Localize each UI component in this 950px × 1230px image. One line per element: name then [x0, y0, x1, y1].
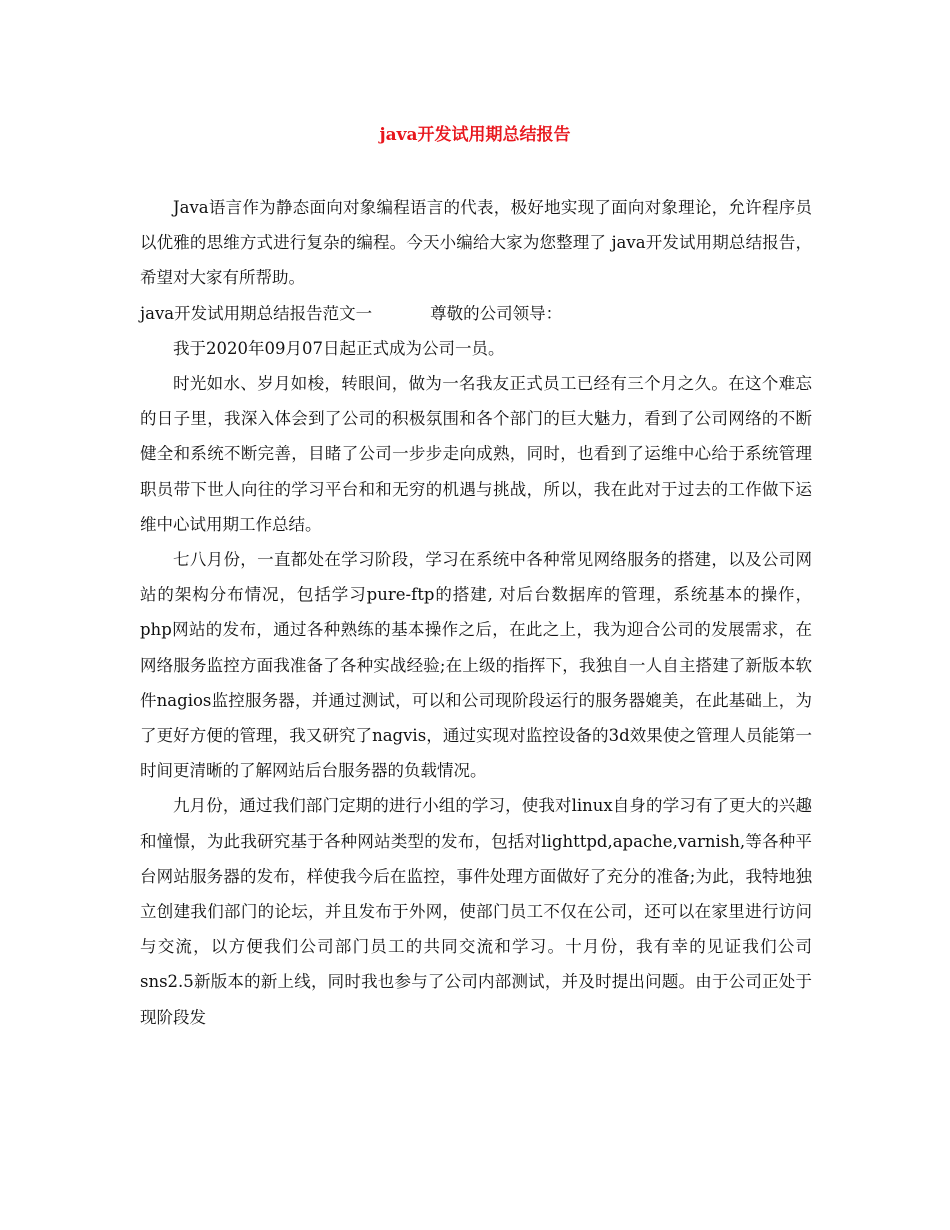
document-body	[140, 190, 812, 1035]
sample-heading-line	[140, 296, 812, 331]
jul-aug-paragraph: 七八月份，一直都处在学习阶段，学习在系统中各种常见网络服务的搭建，以及公司网站的架构分布情况，包括学习pure-ftp的搭建, 对后台数据库的管理，系统基本的操作， php网站的发布，通过各种熟练的基本操作之后，在此之上，我为迎合公司的发展需求，在网络服务监控方面我准备了各种实战经验;在上级的指挥下，我独自一人自主搭建了新版本软件nagios监控服务器，并通过测试，可以和公司现阶段运行的服务器媲美，在此基础上，为了更好方便的管理，我又研究了nagvis，通过实现对监控设备的3d效果使之管理人员能第一时间更清晰的了解网站后台服务器的负载情况。	[140, 550, 812, 781]
document-title: java开发试用期总结报告	[379, 125, 571, 145]
sep-oct-paragraph: 九月份，通过我们部门定期的进行小组的学习，使我对linux自身的学习有了更大的兴趣和憧憬，为此我研究基于各种网站类型的发布，包括对lighttpd,apache,varnish,等各种平台网站服务器的发布，样使我今后在监控，事件处理方面做好了充分的准备;为此，我特地独立创建我们部门的论坛，并且发布于外网，使部门员工不仅在公司，还可以在家里进行访问与交流，以方便我们公司部门员工的共同交流和学习。十月份，我有幸的见证我们公司sns2.5新版本的新上线，同时我也参与了公司内部测试，并及时提出问题。由于公司正处于现阶段发	[140, 796, 812, 1027]
salutation: 尊敬的公司领导：	[430, 303, 563, 323]
start-date-paragraph: 我于2020年09月07日起正式成为公司一员。	[173, 338, 505, 358]
intro-paragraph: Java语言作为静态面向对象编程语言的代表，极好地实现了面向对象理论，允许程序员以优雅的思维方式进行复杂的编程。今天小编给大家为您整理了 java开发试用期总结报告，希望对大家有所帮助。	[140, 198, 812, 288]
sample-heading-label: java开发试用期总结报告范文一	[140, 303, 373, 323]
reflection-paragraph: 时光如水、岁月如梭，转眼间，做为一名我友正式员工已经有三个月之久。在这个难忘的日子里，我深入体会到了公司的积极氛围和各个部门的巨大魅力，看到了公司网络的不断健全和系统不断完善，目睹了公司一步步走向成熟，同时，也看到了运维中心给于系统管理职员带下世人向往的学习平台和和无穷的机遇与挑战，所以，我在此对于过去的工作做下运维中心试用期工作总结。	[140, 374, 812, 534]
